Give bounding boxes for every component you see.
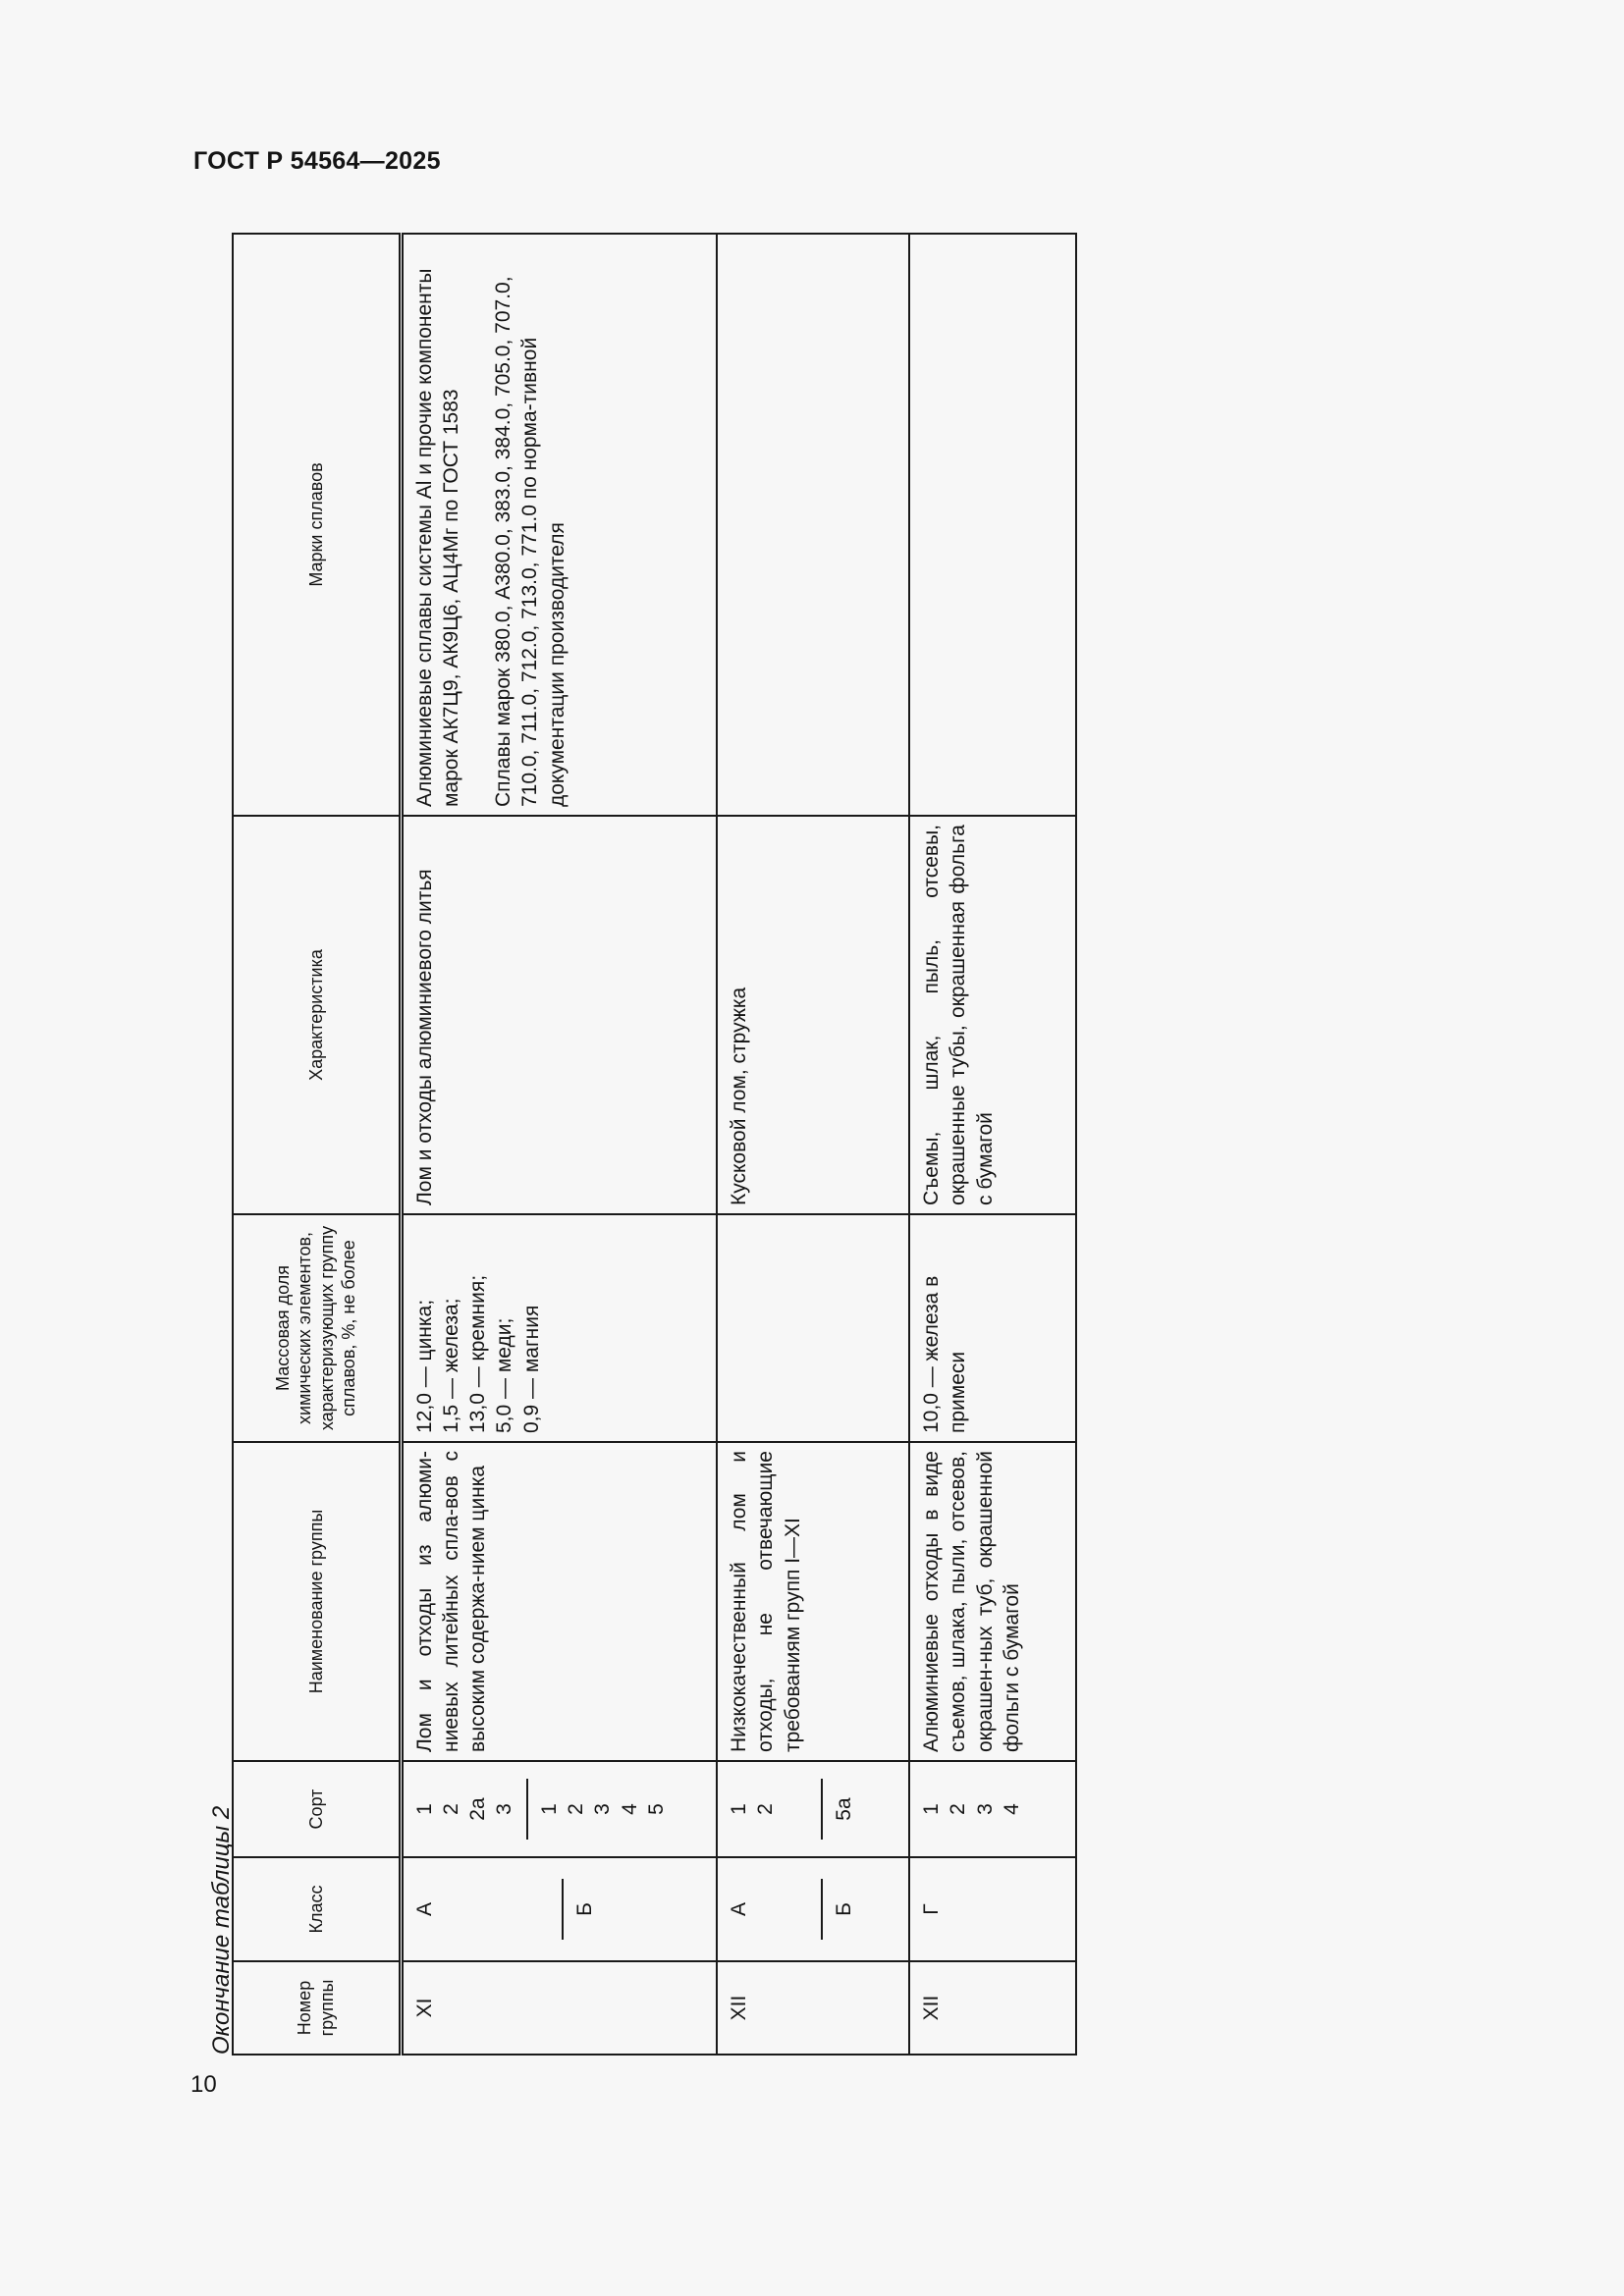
sort-cell: [909, 1761, 1076, 1857]
col-header-name: Наименование группы: [233, 1442, 401, 1761]
group-name-cell: Лом и отходы из алюми-ниевых литейных спла-вов с высоким содержа-нием цинка: [401, 1442, 717, 1761]
table-row: [717, 234, 909, 2055]
class-divider: [821, 1879, 823, 1940]
col-header-characteristic: Характеристика: [233, 816, 401, 1214]
document-header: ГОСТ Р 54564—2025: [193, 147, 441, 175]
sort-item: 5: [644, 1803, 668, 1815]
sort-item: 1: [920, 1803, 943, 1815]
alloy-marks-paragraph: Алюминиевые сплавы системы Al и прочие компоненты марок АК7Ц9, АК9Ц6, АЦ4Мг по ГОСТ 1583: [412, 268, 462, 807]
class-cell: Г: [909, 1857, 1076, 1961]
sort-item: 4: [618, 1803, 641, 1815]
class-divider: [562, 1879, 564, 1940]
alloy-marks-paragraph: Сплавы марок 380.0, A380.0, 383.0, 384.0, 705.0, 707.0, 710.0, 711.0, 712.0, 713.0, 771.0 по норма-тивной документации производителя: [492, 276, 568, 807]
col-header-mass: Массовая доля химических элементов, характеризующих группу сплавов, %, не более: [233, 1214, 401, 1442]
group-number-cell: XII: [717, 1961, 909, 2055]
sort-divider: [821, 1779, 823, 1840]
alloy-marks-cell: [909, 234, 1076, 816]
sort-item: 1: [412, 1803, 436, 1815]
alloy-marks-cell: [401, 234, 717, 816]
mass-fraction-cell: [717, 1214, 909, 1442]
table-header-row: [233, 234, 401, 2055]
sort-item: 3: [493, 1803, 516, 1815]
mass-fraction-cell: 10,0 — железа в примеси: [909, 1214, 1076, 1442]
sort-item: 4: [1000, 1803, 1023, 1815]
mass-line: 13,0 — кремния;: [466, 1274, 490, 1433]
col-header-sort: Сорт: [233, 1761, 401, 1857]
group-number-cell: XII: [909, 1961, 1076, 2055]
sort-item: 2: [947, 1803, 970, 1815]
sort-item: 1: [728, 1803, 750, 1815]
sort-cell: [401, 1761, 717, 1857]
sort-divider: [526, 1779, 528, 1840]
class-b: Б: [833, 1902, 856, 1916]
characteristic-cell: Кусковой лом, стружка: [717, 816, 909, 1214]
col-header-number: Номер группы: [233, 1961, 401, 2055]
group-name-cell: Низкокачественный лом и отходы, не отвечающие требованиям групп I—XI: [717, 1442, 909, 1761]
col-header-marks: Марки сплавов: [233, 234, 401, 816]
table-caption: Окончание таблицы 2: [208, 1805, 235, 2055]
alloy-marks-cell: [717, 234, 909, 816]
col-header-class: Класс: [233, 1857, 401, 1961]
rotated-table-frame: [232, 235, 1075, 2056]
group-number-cell: XI: [401, 1961, 717, 2055]
sort-item: 2: [564, 1803, 587, 1815]
class-cell: [717, 1857, 909, 1961]
class-a: А: [412, 1902, 436, 1917]
sort-item: 1: [537, 1803, 561, 1815]
class-b: Б: [572, 1902, 596, 1916]
mass-fraction-cell: [401, 1214, 717, 1442]
mass-line: 5,0 — меди;: [493, 1317, 516, 1433]
characteristic-cell: Съемы, шлак, пыль, отсевы, окрашенные тубы, окрашенная фольга с бумагой: [909, 816, 1076, 1214]
alloy-groups-table: [232, 233, 1077, 2056]
page-number: 10: [190, 2071, 217, 2098]
group-name-cell: Алюминиевые отходы в виде съемов, шлака, пыли, отсевов, окрашен-ных туб, окрашенной фольги с бумагой: [909, 1442, 1076, 1761]
class-cell: [401, 1857, 717, 1961]
sort-item: 2: [439, 1803, 462, 1815]
mass-line: 0,9 — магния: [519, 1305, 543, 1433]
sort-item: 2а: [466, 1797, 490, 1821]
sort-item: 5а: [832, 1797, 855, 1821]
sort-item: 3: [591, 1803, 615, 1815]
table-row: [401, 234, 717, 2055]
class-a: А: [728, 1902, 750, 1917]
characteristic-cell: Лом и отходы алюминиевого литья: [401, 816, 717, 1214]
mass-line: 1,5 — железа;: [439, 1298, 462, 1433]
mass-line: 12,0 — цинка;: [412, 1299, 436, 1433]
sort-cell: [717, 1761, 909, 1857]
sort-item: 2: [754, 1803, 778, 1815]
sort-item: 3: [973, 1803, 997, 1815]
table-row: [909, 234, 1076, 2055]
